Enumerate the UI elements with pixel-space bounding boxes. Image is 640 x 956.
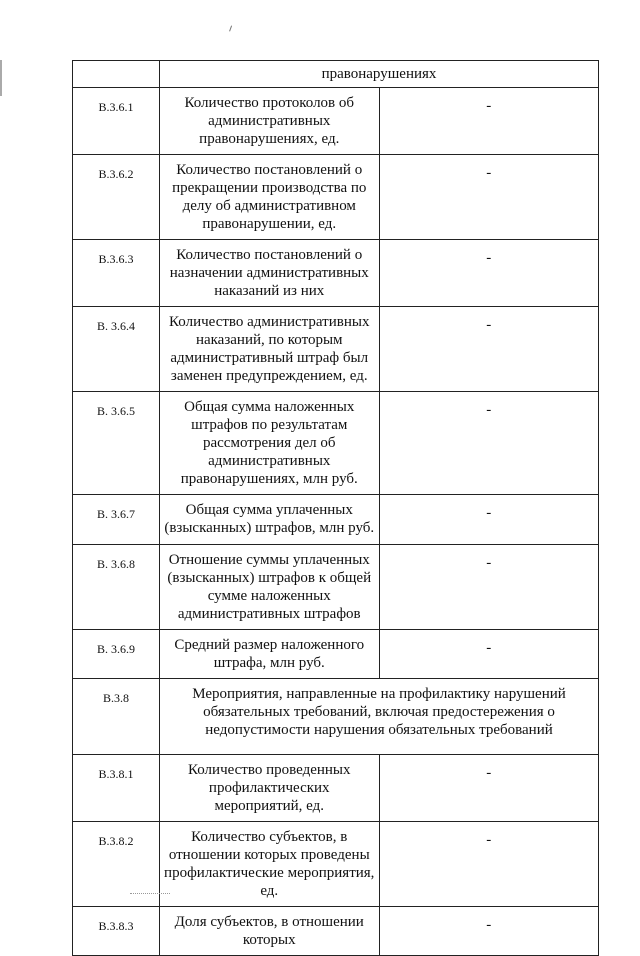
row-value: -	[379, 392, 599, 495]
table-row	[73, 495, 599, 545]
table-row	[73, 307, 599, 392]
row-code: В. 3.6.5	[73, 392, 160, 495]
row-value: -	[379, 240, 599, 307]
row-code: В.3.8.1	[73, 755, 160, 822]
table-row	[73, 61, 599, 88]
row-code: В.3.6.2	[73, 155, 160, 240]
row-text: Количество постановлений о назначении административных наказаний из них	[160, 240, 380, 307]
table-row	[73, 392, 599, 495]
row-text: Общая сумма наложенных штрафов по результатам рассмотрения дел об административных правонарушениях, млн руб.	[160, 392, 380, 495]
row-text: Количество постановлений о прекращении производства по делу об административном правонарушении, ед.	[160, 155, 380, 240]
scan-artifact-mark	[229, 25, 235, 32]
table-row	[73, 679, 599, 755]
row-code: В.3.8	[73, 679, 160, 755]
row-text: Отношение суммы уплаченных (взысканных) штрафов к общей сумме наложенных административных штрафов	[160, 545, 380, 630]
table-row	[73, 755, 599, 822]
row-code: В. 3.6.9	[73, 630, 160, 679]
table-row	[73, 630, 599, 679]
row-text: Общая сумма уплаченных (взысканных) штрафов, млн руб.	[160, 495, 380, 545]
row-value: -	[379, 307, 599, 392]
table-row	[73, 155, 599, 240]
scan-artifact-dots	[130, 893, 170, 896]
row-text: Количество субъектов, в отношении которых проведены профилактические мероприятия, ед.	[160, 822, 380, 907]
row-value: -	[379, 88, 599, 155]
row-value: -	[379, 822, 599, 907]
scan-artifact-edge	[0, 60, 2, 96]
row-text: Мероприятия, направленные на профилактику нарушений обязательных требований, включая предостережения о недопустимости нарушения обязательных требований	[160, 679, 599, 755]
row-text: Количество административных наказаний, по которым административный штраф был заменен предупреждением, ед.	[160, 307, 380, 392]
row-value: -	[379, 755, 599, 822]
row-code	[73, 61, 160, 88]
indicators-table	[72, 60, 599, 956]
row-code: В.3.8.3	[73, 907, 160, 956]
row-code: В. 3.6.4	[73, 307, 160, 392]
table-row	[73, 88, 599, 155]
row-value: -	[379, 155, 599, 240]
row-value: -	[379, 495, 599, 545]
row-code: В. 3.6.8	[73, 545, 160, 630]
table-row	[73, 907, 599, 956]
table-row	[73, 240, 599, 307]
row-text: Количество проведенных профилактических мероприятий, ед.	[160, 755, 380, 822]
row-text: Доля субъектов, в отношении которых	[160, 907, 380, 956]
row-code: В.3.8.2	[73, 822, 160, 907]
row-text: Количество протоколов об административных правонарушениях, ед.	[160, 88, 380, 155]
row-code: В.3.6.3	[73, 240, 160, 307]
row-value: -	[379, 545, 599, 630]
table-row	[73, 545, 599, 630]
row-code: В.3.6.1	[73, 88, 160, 155]
row-value: -	[379, 630, 599, 679]
row-code: В. 3.6.7	[73, 495, 160, 545]
row-text: правонарушениях	[160, 61, 599, 88]
row-text: Средний размер наложенного штрафа, млн руб.	[160, 630, 380, 679]
row-value: -	[379, 907, 599, 956]
